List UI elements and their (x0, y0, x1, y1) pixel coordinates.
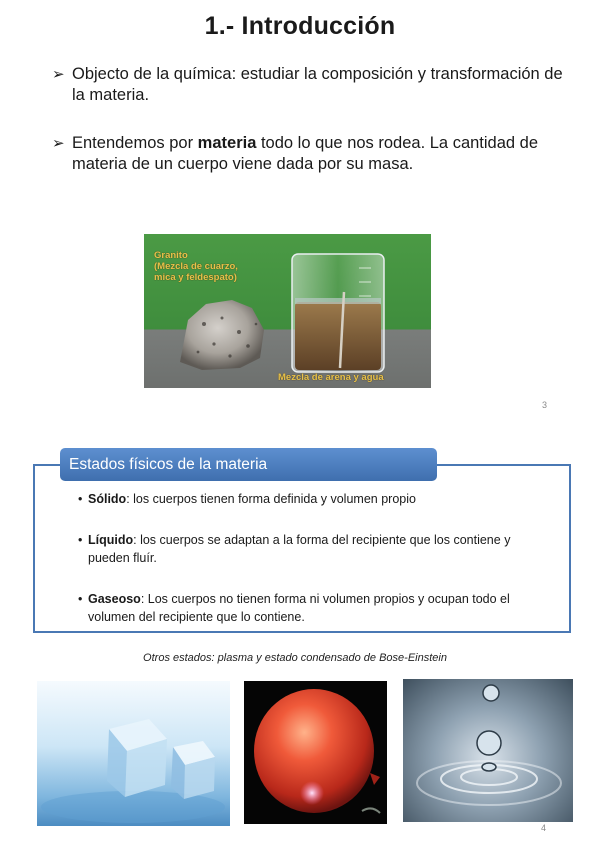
bullet-bold-materia: materia (197, 134, 257, 152)
page-number: 3 (542, 400, 548, 410)
plasma-balloon-photo (244, 681, 387, 824)
estado-name: Gaseoso (88, 592, 141, 606)
bullet-text-before: Entendemos por (72, 134, 198, 152)
ice-cube-large (107, 719, 167, 797)
falling-drops (477, 685, 501, 771)
estado-name: Líquido (88, 533, 134, 547)
water-drop-illustration (403, 679, 573, 822)
estado-liquido (78, 531, 548, 567)
estado-text: : los cuerpos se adaptan a la forma del recipiente que los contiene y pueden fluír. (88, 533, 511, 565)
estados-box-title: Estados físicos de la materia (60, 448, 437, 481)
bullet-dot-icon: • (78, 592, 83, 606)
estado-solido (78, 490, 548, 508)
estado-gaseoso (78, 590, 548, 626)
arrow-bullet-icon: ➢ (52, 135, 65, 152)
estado-text: : los cuerpos tienen forma definida y volumen propio (126, 492, 416, 506)
bullet-text: Objecto de la química: estudiar la composición y transformación de la materia. (72, 65, 563, 104)
caption-mezcla: Mezcla de arena y agua (278, 372, 384, 383)
bullet-objeto-quimica (52, 64, 572, 106)
ice-cube-small (171, 741, 215, 799)
granite-sand-water-photo (144, 234, 431, 388)
slide-title: 1.- Introducción (204, 12, 396, 40)
bullet-dot-icon: • (78, 492, 83, 506)
otros-estados-caption: Otros estados: plasma y estado condensado de Bose-Einstein (143, 652, 447, 664)
ice-illustration (37, 681, 230, 826)
page-number: 4 (541, 823, 547, 833)
caption-granito: Granito (Mezcla de cuarzo, mica y feldespato) (154, 250, 238, 283)
arrow-bullet-icon: ➢ (52, 66, 65, 83)
bullet-text-after: todo lo que nos rodea. La cantidad de materia de un cuerpo viene dada por su masa. (72, 134, 539, 173)
water-drop-photo (403, 679, 573, 822)
bullet-text (52, 133, 572, 175)
bullet-materia (52, 133, 572, 175)
sand-water-mixture (295, 302, 381, 370)
bullet-dot-icon: • (78, 533, 83, 547)
ice-cubes-photo (37, 681, 230, 826)
plasma-glow (300, 781, 324, 805)
estado-text: : Los cuerpos no tienen forma ni volumen propios y ocupan todo el volumen del recipiente que lo contiene. (88, 592, 510, 624)
granite-rock (180, 300, 264, 370)
balloon-illustration (244, 681, 387, 824)
estado-name: Sólido (88, 492, 127, 506)
